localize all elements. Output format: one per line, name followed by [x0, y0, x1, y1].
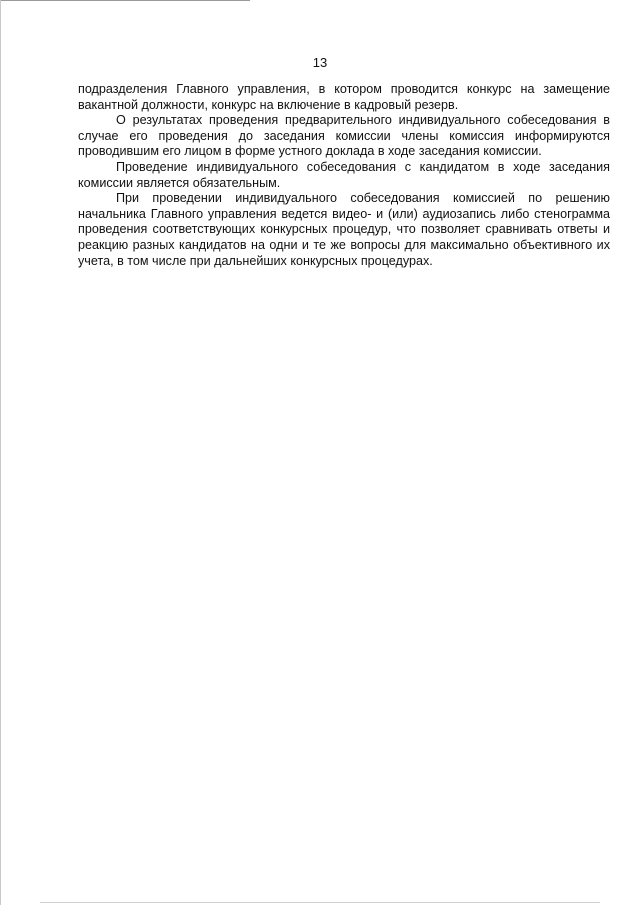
paragraph-preliminary-interview-results: О результатах проведения предварительного индивидуального собеседования в случае его проведения до заседания комиссии члены комиссия информируются проводившим его лицом в форме устного доклада в ходе заседания комиссии.	[78, 113, 610, 159]
paragraph-continuation: подразделения Главного управления, в котором проводится конкурс на замещение вакантной должности, конкурс на включение в кадровый резерв.	[78, 82, 610, 112]
document-body	[78, 82, 610, 269]
scan-edge-left	[0, 0, 1, 905]
scan-edge-bottom	[40, 902, 600, 903]
paragraph-recording: При проведении индивидуального собеседования комиссией по решению начальника Главного управления ведется видео- и (или) аудиозапись либо стенограмма проведения соответствующих конкурсных процедур, что позволяет сравнивать ответы и реакцию разных кандидатов на одни и те же вопросы для максимально объективного их учета, в том числе при дальнейших конкурсных процедурах.	[78, 191, 610, 268]
page-number: 13	[312, 55, 328, 70]
scan-edge-top	[0, 0, 250, 1]
paragraph-interview-mandatory: Проведение индивидуального собеседования с кандидатом в ходе заседания комиссии является обязательным.	[78, 159, 610, 190]
